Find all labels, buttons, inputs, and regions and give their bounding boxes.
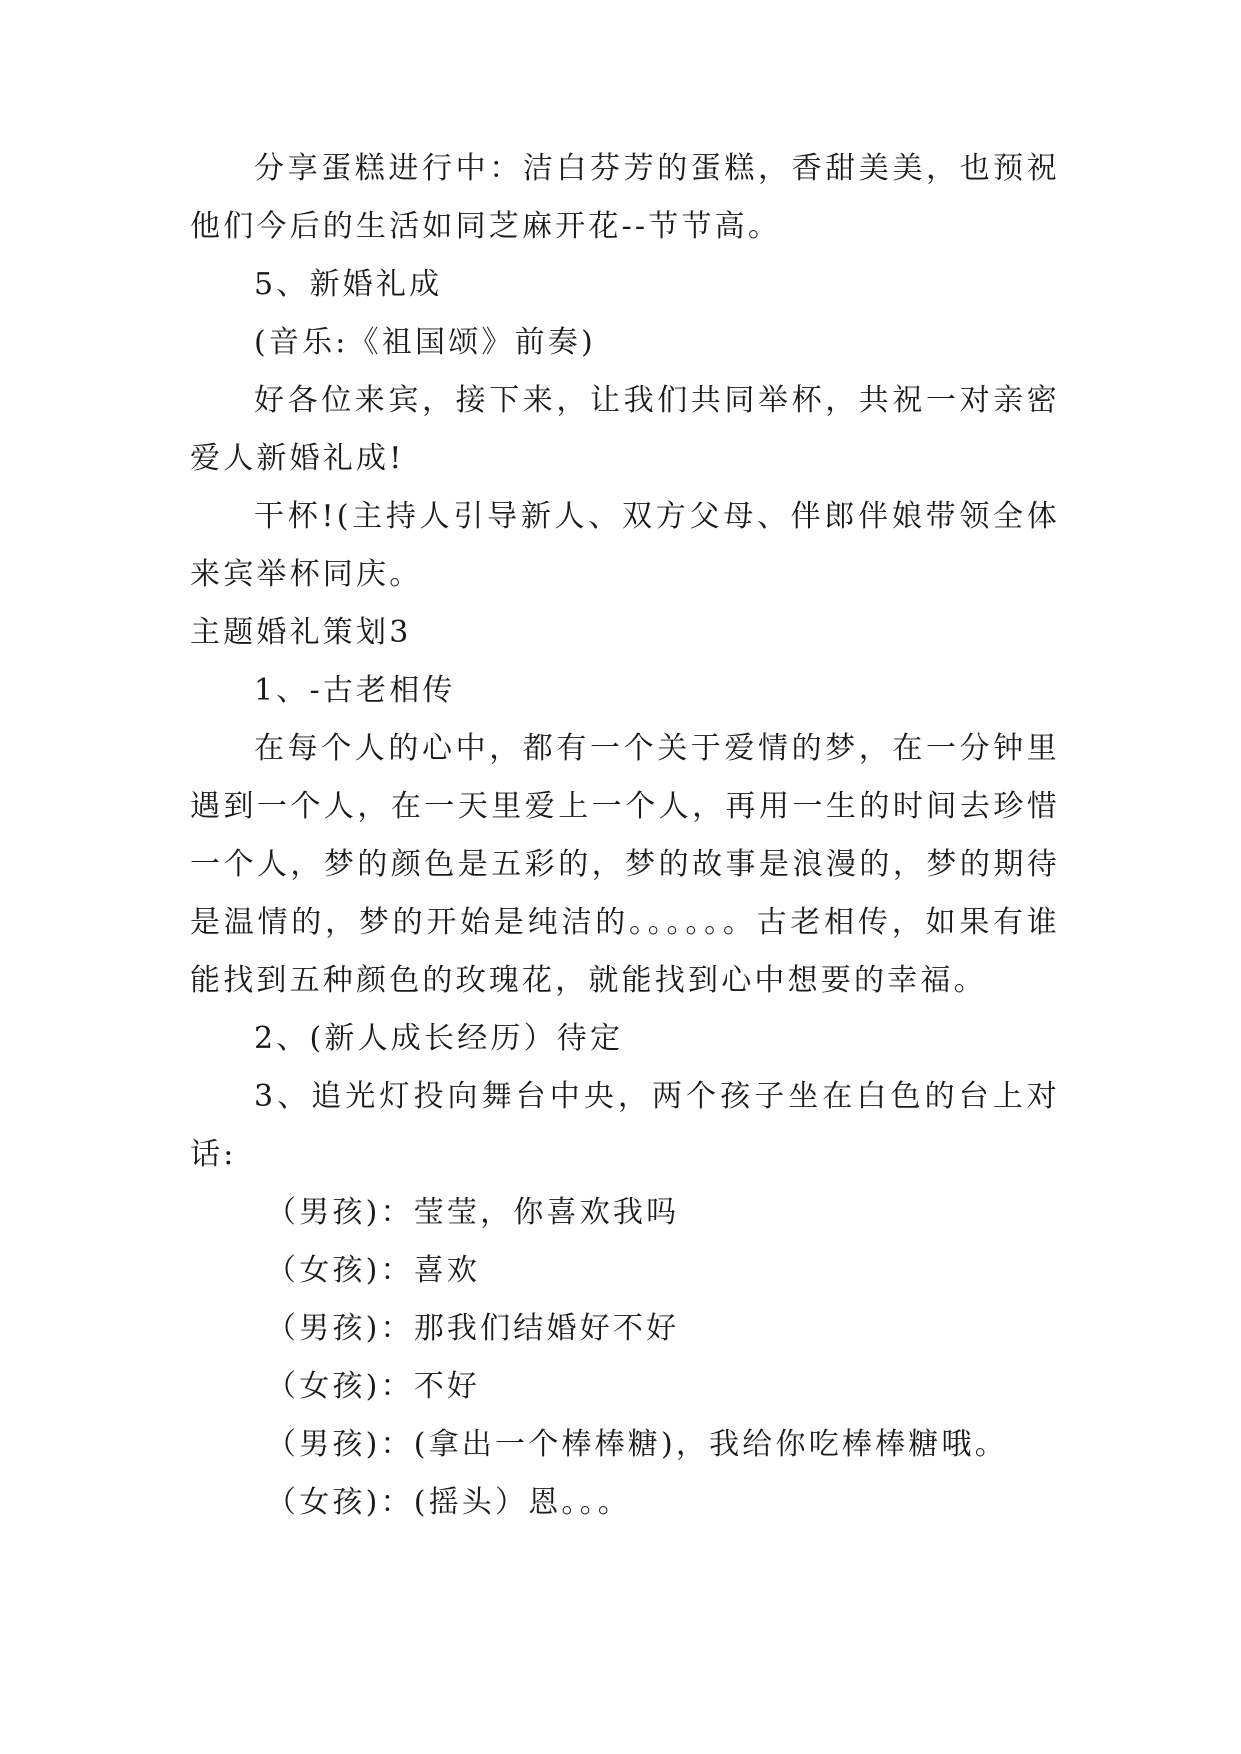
document-page — [190, 140, 1060, 1532]
dialogue-line: （男孩)：那我们结婚好不好 — [266, 1311, 680, 1346]
section-wedding-completed: 5、新婚礼成 — [254, 267, 443, 302]
paragraph-love-dream: 在每个人的心中，都有一个关于爱情的梦，在一分钟里遇到一个人，在一天里爱上一个人，再用一生的时间去珍惜一个人，梦的颜色是五彩的，梦的故事是浪漫的，梦的期待是温情的，梦的开始是纯洁的。。。。。。古老相传，如果有谁能找到五种颜色的玫瑰花，就能找到心中想要的幸福。 — [190, 731, 1060, 998]
paragraph-cake-sharing: 分享蛋糕进行中：洁白芬芳的蛋糕，香甜美美，也预祝他们今后的生活如同芝麻开花--节节高。 — [190, 151, 1060, 244]
paragraph-toast-invitation: 好各位来宾，接下来，让我们共同举杯，共祝一对亲密爱人新婚礼成! — [190, 383, 1060, 476]
heading-theme-wedding-plan-3: 主题婚礼策划3 — [190, 615, 412, 650]
dialogue-line: （女孩)：喜欢 — [266, 1253, 481, 1288]
dialogue-line: （男孩)：莹莹，你喜欢我吗 — [266, 1195, 680, 1230]
dialogue-line: （男孩)：(拿出一个棒棒糖)，我给你吃棒棒糖哦。 — [266, 1427, 1008, 1462]
dialogue-line: （女孩)：(摇头）恩。。。 — [266, 1485, 632, 1520]
dialogue-line: （女孩)：不好 — [266, 1369, 481, 1404]
section-growth-story: 2、(新人成长经历）待定 — [254, 1021, 624, 1056]
paragraph-cheers: 干杯!(主持人引导新人、双方父母、伴郎伴娘带领全体来宾举杯同庆。 — [190, 499, 1060, 592]
paragraph-spotlight-scene: 3、追光灯投向舞台中央，两个孩子坐在白色的台上对话: — [190, 1079, 1060, 1172]
section-ancient-legend: 1、-古老相传 — [254, 673, 456, 708]
music-note: (音乐:《祖国颂》前奏) — [254, 325, 596, 360]
